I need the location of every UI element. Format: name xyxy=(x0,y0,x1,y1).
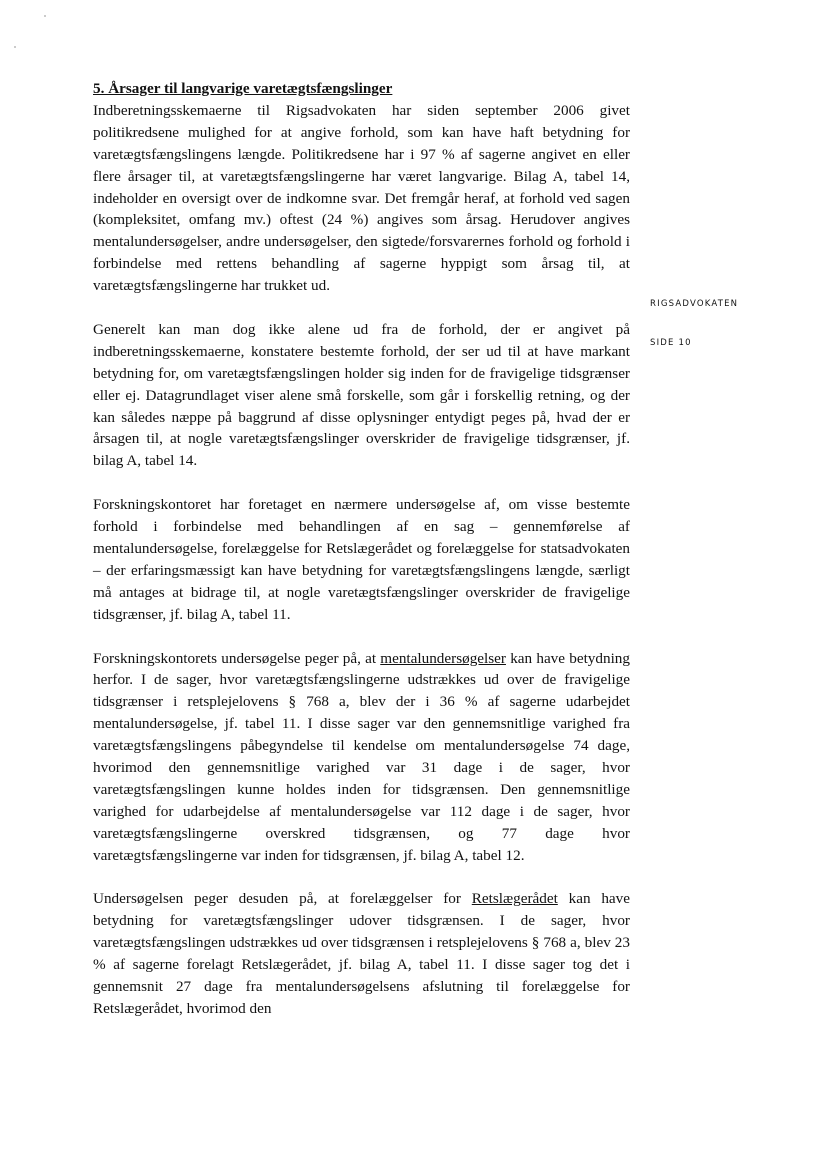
paragraph-spacer xyxy=(93,472,630,494)
underlined-term-retslaegeraadet: Retslægerådet xyxy=(471,890,558,908)
paragraph-spacer xyxy=(93,626,630,648)
paragraph-spacer xyxy=(93,297,630,319)
paragraph-5-text: kan have betydning for varetægtsfængslinger udover tidsgrænsen. I de sager, hvor varetægtsfængslingen udstrækkes ud over tidsgrænsen i retsplejelovens § 768 a, blev 23 % af sagerne forelagt Retslægerådet, jf. bilag A, tabel 11. I disse sager tog det i gennemsnit 27 dage fra mentalundersøgelsens afslutning til forelæggelse for Retslægerådet, hvorimod den xyxy=(93,890,630,1017)
paragraph-4-text: Forskningskontorets undersøgelse peger på, at xyxy=(93,649,381,667)
section-heading: 5. Årsager til langvarige varetægtsfængslinger xyxy=(93,80,393,97)
sidebar-organization: RIGSADVOKATEN xyxy=(650,299,739,309)
paragraph-spacer xyxy=(93,867,630,889)
sidebar-page-number: SIDE 10 xyxy=(650,338,692,348)
scan-speck xyxy=(44,15,46,17)
underlined-term-mentalundersoegelser: mentalundersøgelser xyxy=(380,649,506,667)
paragraph-2: Generelt kan man dog ikke alene ud fra de forhold, der er angivet på indberetningsskemaerne, konstatere bestemte forhold, der ser ud til at have markant betydning for, om varetægtsfængslingen holder sig inden for de fravigelige tidsgrænser eller ej. Datagrundlaget viser alene små forskelle, som går i forskellig retning, og der kan således næppe på baggrund af disse oplysninger entydigt peges på, hvad der er årsagen til, at nogle varetægtsfængslinger overskrider de fravigelige tidsgrænser, jf. bilag A, tabel 14. xyxy=(93,320,630,470)
paragraph-5-text: Undersøgelsen peger desuden på, at forelæggelser for xyxy=(93,890,472,908)
paragraph-4 xyxy=(93,648,630,867)
scan-speck xyxy=(14,46,16,48)
paragraph-1: Indberetningsskemaerne til Rigsadvokaten har siden september 2006 givet politikredsene mulighed for at angive forhold, som kan have haft betydning for varetægtsfængslingens længde. Politikredsene har i 97 % af sagerne angivet en eller flere årsager til, at varetægtsfængslingerne har været langvarige. Bilag A, tabel 14, indeholder en oversigt over de indkomne svar. Det fremgår heraf, at forhold ved sagen (kompleksitet, omfang mv.) oftest (24 %) angives som årsag. Herudover angives mentalundersøgelser, andre undersøgelser, den sigtede/forsvarernes forhold og forhold i forbindelse med rettens behandling af sagerne hyppigt som årsag til, at varetægtsfængslingerne har trukket ud. xyxy=(93,101,630,295)
paragraph-4-text: kan have betydning herfor. I de sager, hvor varetægtsfængslingerne udstrækkes ud over de fravigelige tidsgrænser i retsplejelovens § 768 a, blev der i 36 % af sagerne udarbejdet mentalundersøgelse, jf. tabel 11. I disse sager var den gennemsnitlige varighed fra varetægtsfængslingens påbegyndelse til kendelse om mentalundersøgelse 74 dage, hvorimod den gennemsnitlige varighed var 31 dage i de sager, hvor varetægtsfængslingen kunne holdes inden for tidsgrænsen. Den gennemsnitlige varighed for udarbejdelse af mentalundersøgelse var 112 dage i de sager, hvor varetægtsfængslingerne overskred tidsgrænsen, og 77 dage hvor varetægtsfængslingerne var inden for tidsgrænsen, jf. bilag A, tabel 12. xyxy=(93,649,630,864)
paragraph-5 xyxy=(93,888,630,1019)
document-body xyxy=(93,78,630,1020)
paragraph-3: Forskningskontoret har foretaget en nærmere undersøgelse af, om visse bestemte forhold i forbindelse med behandlingen af en sag – gennemførelse af mentalundersøgelse, forelæggelse for Retslægerådet og forelæggelse for statsadvokaten – der erfaringsmæssigt kan have betydning for varetægtsfængslingens længde, særligt må antages at bidrage til, at nogle varetægtsfængslinger overskrider de fravigelige tidsgrænser, jf. bilag A, tabel 11. xyxy=(93,496,630,623)
